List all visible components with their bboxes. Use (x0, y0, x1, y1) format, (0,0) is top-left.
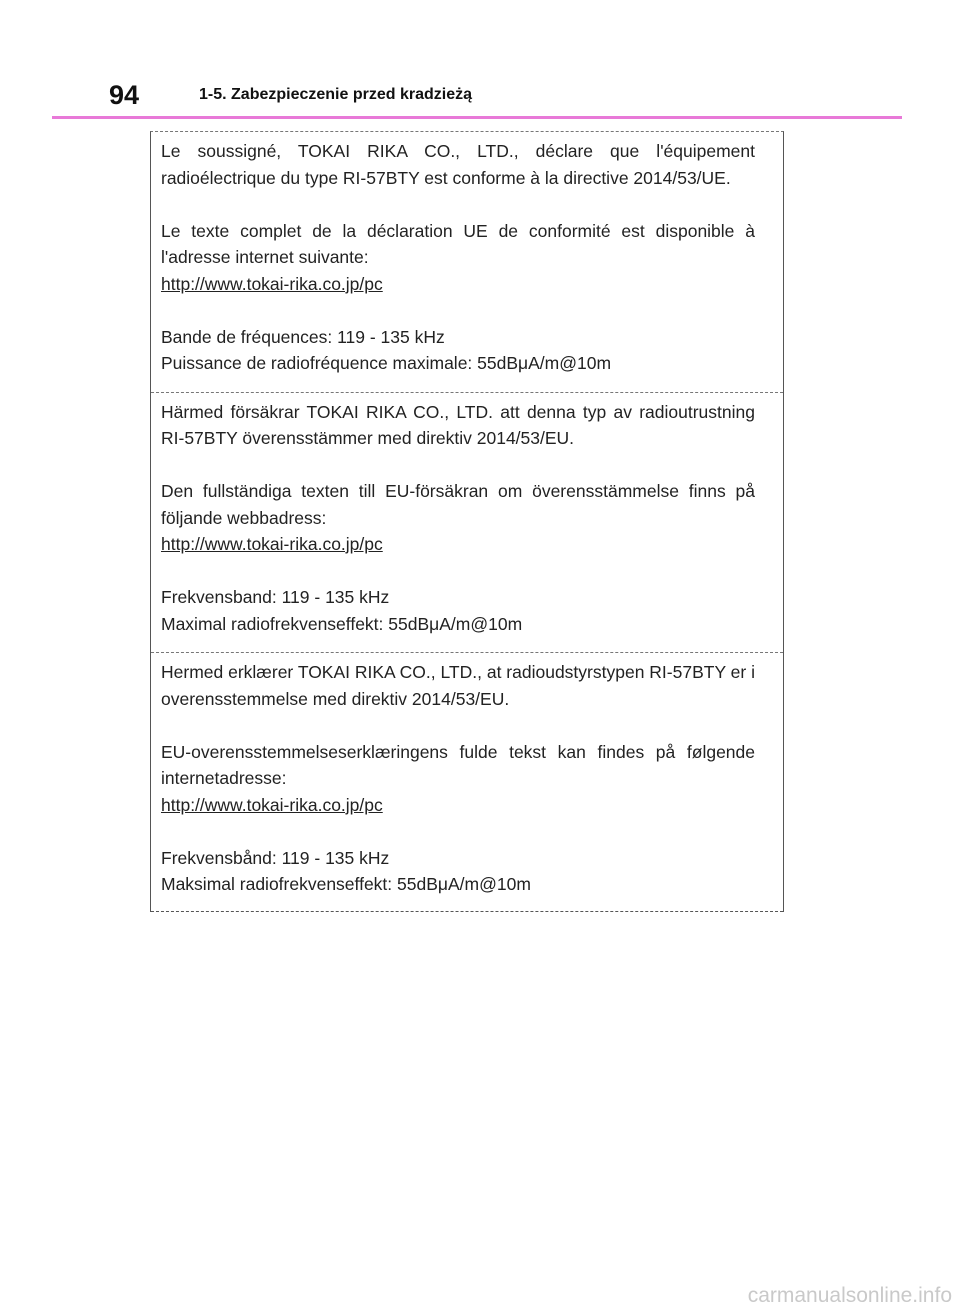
max-power: Maksimal radiofrekvenseffekt: 55dBμA/m@10m (161, 874, 531, 894)
frequency-band: Frekvensband: 119 - 135 kHz (161, 587, 390, 607)
declaration-url-link[interactable]: http://www.tokai-rika.co.jp/pc (161, 534, 383, 554)
frequency-band: Frekvensbånd: 119 - 135 kHz (161, 847, 390, 868)
declaration-availability: Le texte complet de la déclaration UE de conformité est disponible à l'adresse internet suivante: (161, 220, 755, 267)
declaration-french (151, 132, 783, 393)
declaration-statement: Hermed erklærer TOKAI RIKA CO., LTD., at radioudstyrstypen RI-57BTY er i overensstemmelse med direktiv 2014/53/EU. (161, 662, 755, 709)
watermark-text: carmanualsonline.info (747, 1284, 952, 1307)
page-number: 94 (109, 80, 140, 110)
declaration-availability: Den fullständiga texten till EU-försäkran om överensstämmelse finns på följande webbadress: (161, 481, 755, 528)
declaration-statement: Le soussigné, TOKAI RIKA CO., LTD., déclare que l'équipement radioélectrique du type RI-57BTY est conforme à la directive 2014/53/UE. (161, 141, 755, 188)
declaration-danish (151, 653, 783, 912)
declaration-box (150, 131, 784, 912)
declaration-url-link[interactable]: http://www.tokai-rika.co.jp/pc (161, 794, 383, 815)
declaration-swedish (151, 393, 783, 654)
declaration-availability: EU-overensstemmelseserklæringens fulde tekst kan findes på følgende internetadresse: (161, 741, 755, 788)
page-header (52, 78, 902, 119)
section-title: 1-5. Zabezpieczenie przed kradzieżą (199, 86, 472, 103)
declaration-statement: Härmed försäkrar TOKAI RIKA CO., LTD. att denna typ av radioutrustning RI-57BTY överensstämmer med direktiv 2014/53/EU. (161, 401, 755, 448)
frequency-band: Bande de fréquences: 119 - 135 kHz (161, 326, 445, 347)
max-power: Puissance de radiofréquence maximale: 55dBμA/m@10m (161, 353, 612, 373)
declaration-url-link[interactable]: http://www.tokai-rika.co.jp/pc (161, 273, 383, 294)
max-power: Maximal radiofrekvenseffekt: 55dBμA/m@10m (161, 613, 523, 634)
